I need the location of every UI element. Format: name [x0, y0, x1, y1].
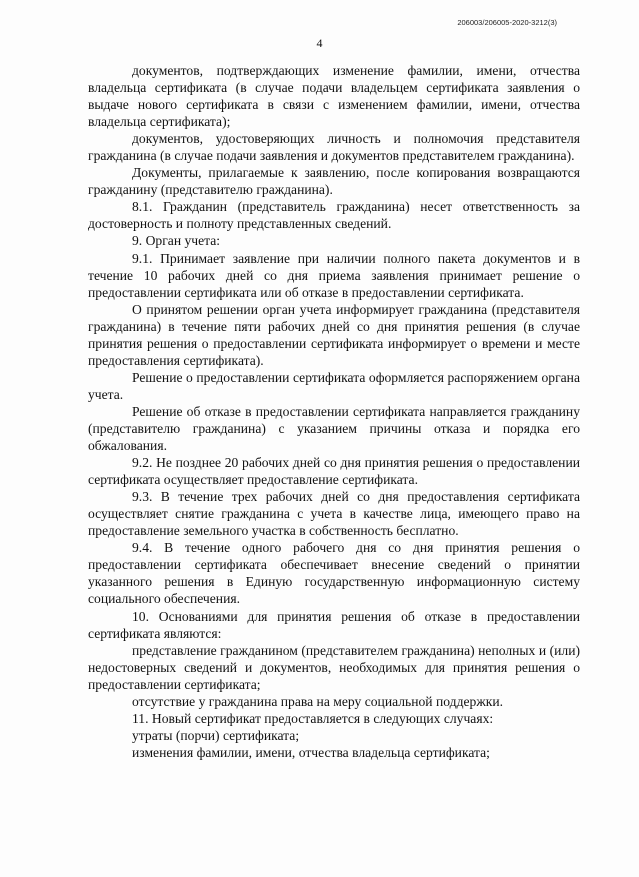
paragraph: 9.2. Не позднее 20 рабочих дней со дня принятия решения о предоставлении сертификата осуществляет предоставление сертификата. [88, 455, 580, 488]
paragraph: Решение о предоставлении сертификата оформляется распоряжением органа учета. [88, 369, 580, 402]
page-number: 4 [316, 36, 323, 50]
paragraph: 9.1. Принимает заявление при наличии полного пакета документов и в течение 10 рабочих дней со дня приема заявления принимает решение о предоставлении сертификата или об отказе в предоставлении сертификата. [88, 250, 580, 300]
paragraph: документов, подтверждающих изменение фамилии, имени, отчества владельца сертификата (в случае подачи владельцем сертификата заявления о выдаче нового сертификата в связи с изменением фамилии, имени, отчества владельца сертификата); [88, 63, 580, 130]
paragraph: документов, удостоверяющих личность и полномочия представителя гражданина (в случае подачи заявления и документов представителем гражданина). [88, 131, 580, 164]
paragraph: О принятом решении орган учета информирует гражданина (представителя гражданина) в течение пяти рабочих дней со дня принятия решения (в случае принятия решения о предоставлении сертификата информирует о времени и месте предоставления сертификата). [88, 301, 580, 368]
paragraph: Документы, прилагаемые к заявлению, после копирования возвращаются гражданину (представителю гражданина). [88, 165, 580, 198]
paragraph: утраты (порчи) сертификата; [132, 727, 300, 743]
paragraph: Решение об отказе в предоставлении сертификата направляется гражданину (представителю гражданина) с указанием причины отказа и порядка его обжалования. [88, 403, 580, 454]
document-registration-number: 206003/206005-2020-3212(3) [457, 18, 557, 27]
document-body [88, 62, 580, 761]
paragraph: отсутствие у гражданина права на меру социальной поддержки. [132, 693, 503, 709]
paragraph: 9.3. В течение трех рабочих дней со дня предоставления сертификата осуществляет снятие гражданина с учета в качестве лица, имеющего право на предоставление земельного участка в собственность бесплатно. [88, 489, 580, 539]
paragraph: 10. Основаниями для принятия решения об отказе в предоставлении сертификата являются: [88, 608, 580, 641]
paragraph: 11. Новый сертификат предоставляется в следующих случаях: [132, 710, 494, 726]
paragraph: 8.1. Гражданин (представитель гражданина) несет ответственность за достоверность и полноту представленных сведений. [88, 199, 580, 232]
paragraph: изменения фамилии, имени, отчества владельца сертификата; [132, 744, 490, 760]
paragraph: представление гражданином (представителем гражданина) неполных и (или) недостоверных сведений и документов, необходимых для принятия решения о предоставлении сертификата; [88, 642, 580, 692]
paragraph: 9.4. В течение одного рабочего дня со дня принятия решения о предоставлении сертификата обеспечивает внесение сведений о принятии указанного решения в Единую государственную информационную систему социального обеспечения. [88, 540, 580, 607]
paragraph: 9. Орган учета: [132, 233, 221, 249]
